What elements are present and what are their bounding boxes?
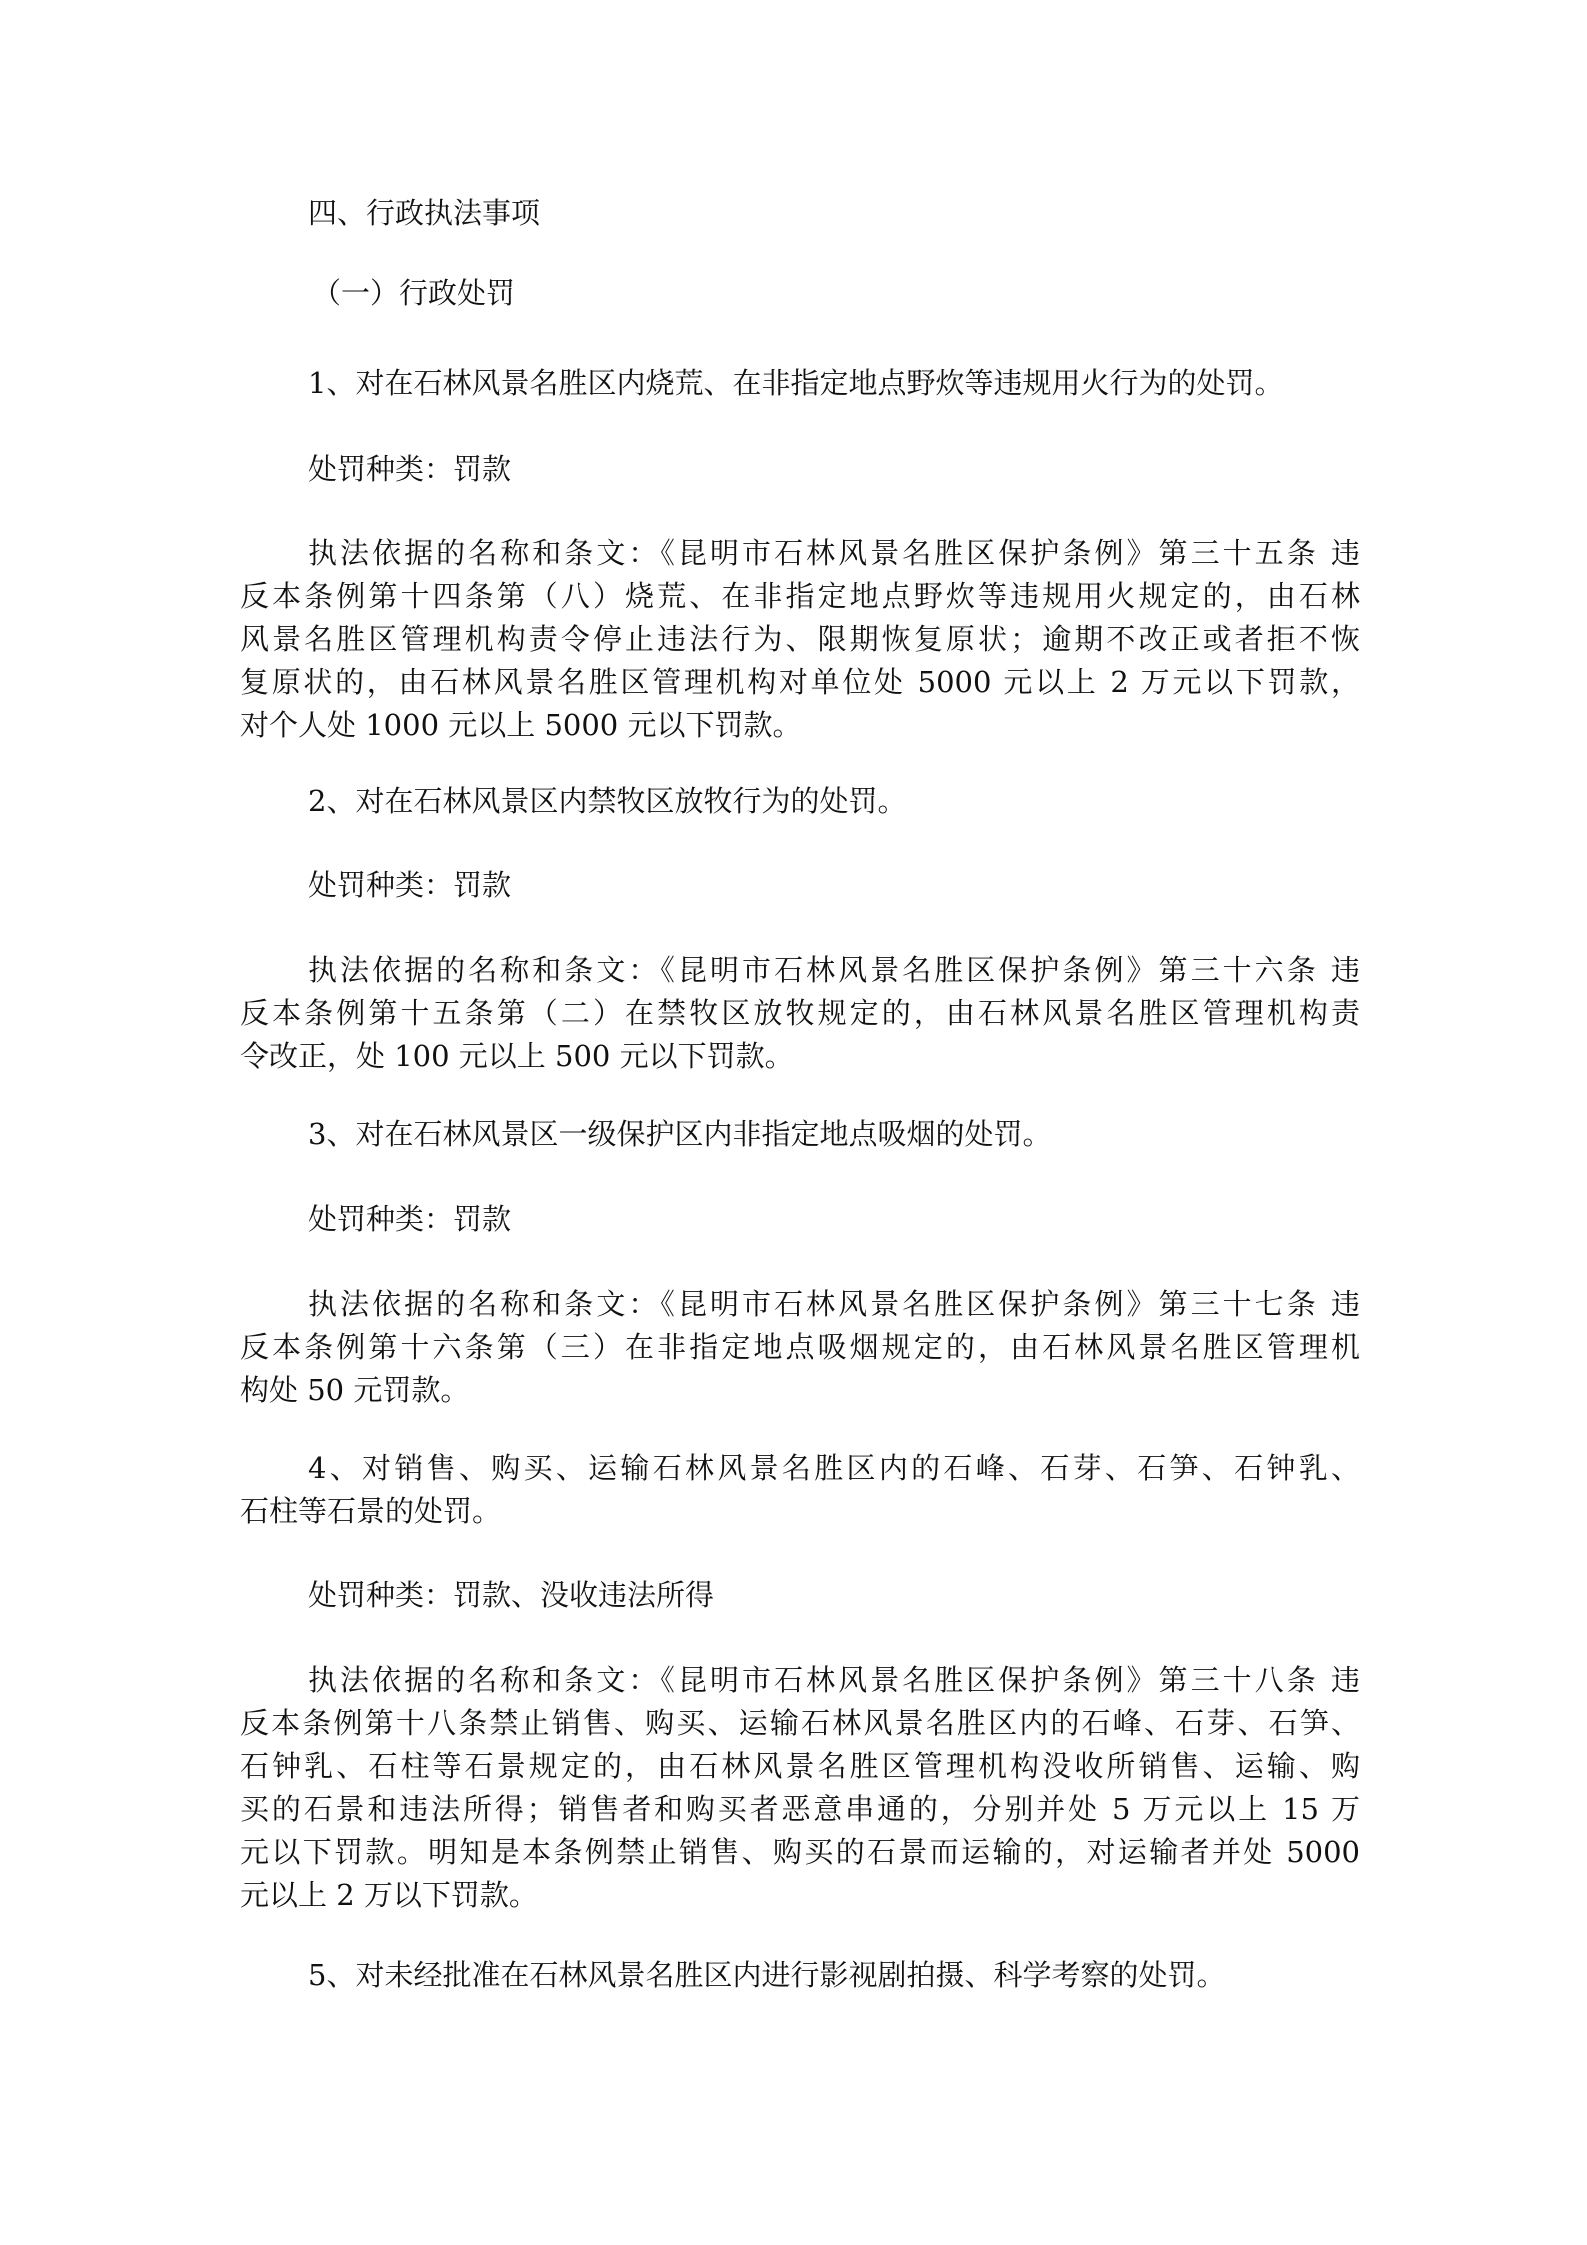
item-2-basis-line: 令改正，处 100 元以上 500 元以下罚款。	[240, 1039, 794, 1073]
item-4-title-line: 石柱等石景的处罚。	[240, 1494, 502, 1528]
item-5-title: 5、对未经批准在石林风景名胜区内进行影视剧拍摄、科学考察的处罚。	[308, 1958, 1226, 1992]
item-4-basis-line: 石钟乳、石柱等石景规定的，由石林风景名胜区管理机构没收所销售、运输、购	[240, 1749, 1360, 1783]
item-4-basis-line: 元以下罚款。明知是本条例禁止销售、购买的石景而运输的，对运输者并处 5000	[240, 1835, 1360, 1869]
subsection-heading: （一）行政处罚	[312, 276, 516, 310]
item-4-basis-line: 执法依据的名称和条文：《昆明市石林风景名胜区保护条例》第三十八条 违	[308, 1663, 1360, 1697]
item-3-title: 3、对在石林风景区一级保护区内非指定地点吸烟的处罚。	[308, 1117, 1052, 1151]
item-1-basis-line: 风景名胜区管理机构责令停止违法行为、限期恢复原状；逾期不改正或者拒不恢	[240, 622, 1360, 656]
section-heading: 四、行政执法事项	[308, 196, 541, 230]
item-3-basis-line: 执法依据的名称和条文：《昆明市石林风景名胜区保护条例》第三十七条 违	[308, 1287, 1360, 1321]
item-4-basis-line: 买的石景和违法所得；销售者和购买者恶意串通的，分别并处 5 万元以上 15 万	[240, 1792, 1360, 1826]
item-4-basis-line: 元以上 2 万以下罚款。	[240, 1878, 538, 1912]
item-3-basis-line: 反本条例第十六条第（三）在非指定地点吸烟规定的，由石林风景名胜区管理机	[240, 1330, 1360, 1364]
item-4-title-line: 4、对销售、购买、运输石林风景名胜区内的石峰、石芽、石笋、石钟乳、	[308, 1451, 1360, 1485]
item-1-basis-line: 反本条例第十四条第（八）烧荒、在非指定地点野炊等违规用火规定的，由石林	[240, 579, 1360, 613]
item-2-penalty-type: 处罚种类：罚款	[308, 868, 512, 902]
item-4-penalty-type: 处罚种类：罚款、没收违法所得	[308, 1578, 715, 1612]
item-1-title: 1、对在石林风景名胜区内烧荒、在非指定地点野炊等违规用火行为的处罚。	[308, 366, 1284, 400]
item-3-basis-line: 构处 50 元罚款。	[240, 1373, 470, 1407]
item-1-basis-line: 执法依据的名称和条文：《昆明市石林风景名胜区保护条例》第三十五条 违	[308, 536, 1360, 570]
item-1-basis-line: 复原状的，由石林风景名胜区管理机构对单位处 5000 元以上 2 万元以下罚款，	[240, 665, 1360, 699]
item-3-penalty-type: 处罚种类：罚款	[308, 1202, 512, 1236]
item-2-basis-line: 执法依据的名称和条文：《昆明市石林风景名胜区保护条例》第三十六条 违	[308, 953, 1360, 987]
item-1-basis-line: 对个人处 1000 元以上 5000 元以下罚款。	[240, 708, 802, 742]
item-2-basis-line: 反本条例第十五条第（二）在禁牧区放牧规定的，由石林风景名胜区管理机构责	[240, 996, 1360, 1030]
item-2-title: 2、对在石林风景区内禁牧区放牧行为的处罚。	[308, 784, 907, 818]
item-1-penalty-type: 处罚种类：罚款	[308, 452, 512, 486]
item-4-basis-line: 反本条例第十八条禁止销售、购买、运输石林风景名胜区内的石峰、石芽、石笋、	[240, 1706, 1360, 1740]
